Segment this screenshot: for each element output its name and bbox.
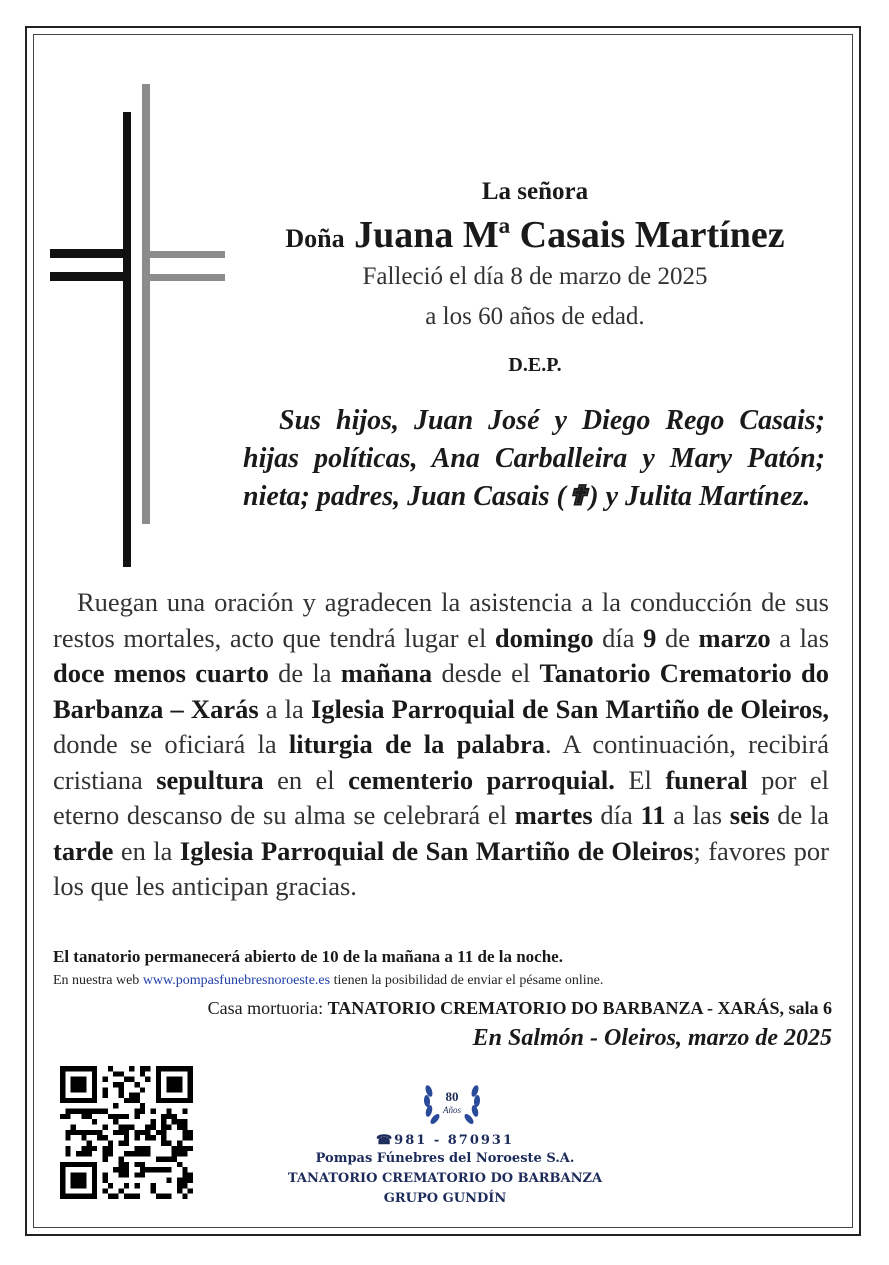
family-members: Sus hijos, Juan José y Diego Rego Casais; hijas políticas, Ana Carballeira y Mary Patón; nieta; padres, Juan Casais (✟) y Julita Martínez. <box>243 405 825 512</box>
body-segment: Iglesia Parroquial de San Martiño de Oleiros, <box>310 693 830 724</box>
svg-text:Años: Años <box>443 1105 461 1115</box>
body-segment: a la <box>258 693 311 724</box>
tanatorio-name: TANATORIO CREMATORIO DO BARBANZA <box>287 1171 603 1186</box>
body-segment: El <box>614 764 666 795</box>
tanatorio-hours: El tanatorio permanecerá abierto de 10 de la mañana a 11 de la noche. <box>53 947 563 966</box>
web-note <box>53 973 603 989</box>
body-segment: de <box>656 622 699 653</box>
body-segment: mañana <box>340 658 433 688</box>
body-segment: tarde <box>53 835 114 866</box>
body-segment: cementerio parroquial. <box>348 764 615 795</box>
website-link[interactable]: www.pompasfunebresnoroeste.es <box>142 973 331 988</box>
phone-line <box>240 1133 650 1148</box>
casa-label: Casa mortuoria: <box>207 998 328 1018</box>
anniversary-logo-icon <box>419 1073 485 1131</box>
body-segment: martes <box>514 800 593 830</box>
casa-value: TANATORIO CREMATORIO DO BARBANZA - XARÁS, sala 6 <box>327 998 832 1018</box>
body-segment: a las <box>665 800 730 830</box>
group-name: GRUPO GUNDÍN <box>383 1191 507 1206</box>
company-name: Pompas Fúnebres del Noroeste S.A. <box>315 1151 575 1166</box>
body-segment: seis <box>729 800 770 830</box>
body-segment: donde se oficiará la <box>53 729 289 759</box>
phone-icon: ☎ <box>375 1133 395 1148</box>
body-segment: 9 <box>643 622 657 653</box>
body-segment: domingo <box>494 622 594 653</box>
body-segment: desde el <box>432 658 540 688</box>
body-segment: en el <box>263 764 349 795</box>
body-segment: por el eterno descanso de su alma se celebrará el <box>53 764 830 830</box>
deceased-name-line <box>240 213 830 257</box>
body-segment: de la <box>268 658 341 688</box>
body-segment: 11 <box>640 800 666 830</box>
body-segment: . A continuación, recibirá cristiana <box>53 729 829 795</box>
body-segment: Ruegan una oración y agradecen la asistencia a la conducción de sus restos mortales, acto que tendrá lugar el <box>53 587 829 653</box>
age: a los 60 años de edad. <box>425 303 645 330</box>
body-segment: ; favores por los que les anticipan gracias. <box>53 835 829 901</box>
deceased-name: Juana Mª Casais Martínez <box>354 214 785 256</box>
qr-code[interactable] <box>60 1066 193 1199</box>
body-segment: marzo <box>698 622 771 653</box>
body-segment: Iglesia Parroquial de San Martiño de Oleiros <box>179 835 694 866</box>
web-suffix: tienen la posibilidad de enviar el pésame online. <box>330 973 604 988</box>
death-date: Falleció el día 8 de marzo de 2025 <box>362 263 708 290</box>
body-segment: día <box>593 622 644 653</box>
dep-abbreviation: D.E.P. <box>508 354 562 376</box>
svg-text:80: 80 <box>445 1089 459 1104</box>
title-prefix: La señora <box>481 178 589 205</box>
web-prefix: En nuestra web <box>53 973 143 988</box>
body-segment: Tanatorio Crematorio do Barbanza – Xarás <box>53 658 829 724</box>
body-segment: en la <box>113 835 180 866</box>
ceremony-details <box>53 585 829 905</box>
body-segment: funeral <box>665 764 748 795</box>
body-segment: de la <box>769 800 830 830</box>
body-segment: doce menos cuarto <box>53 658 269 688</box>
phone-number[interactable]: 981 - 870931 <box>394 1133 515 1148</box>
body-segment: liturgia de la palabra <box>288 729 545 759</box>
body-segment: día <box>592 800 641 830</box>
body-segment: sepultura <box>156 764 264 795</box>
casa-mortuoria <box>208 998 832 1019</box>
place-date: En Salmón - Oleiros, marzo de 2025 <box>472 1025 832 1051</box>
cross-icon <box>50 84 225 569</box>
honorific: Doña <box>285 224 345 253</box>
body-segment: a las <box>770 622 830 653</box>
